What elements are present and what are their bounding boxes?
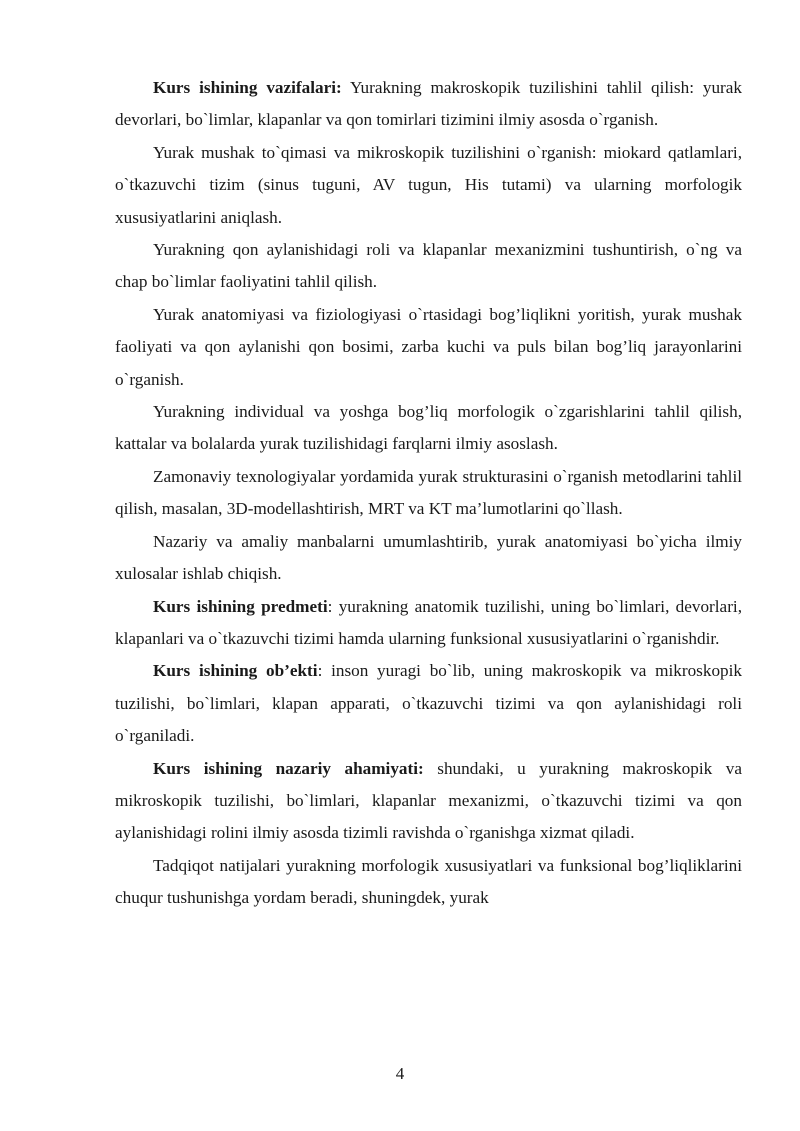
paragraph-text: : yurakning anatomik tuzilishi, uning bo`limlari, devorlari, klapanlari va o`tkazuvchi tizimi hamda ularning funksional xususiyatlarini o`rganishdir. (115, 596, 742, 648)
paragraph-subject (115, 591, 742, 656)
paragraph-tasks (115, 72, 742, 137)
paragraph-task-age-changes (115, 396, 742, 461)
paragraph-task-conclusions (115, 526, 742, 591)
paragraph-research-results (115, 850, 742, 915)
paragraph-text: Tadqiqot natijalari yurakning morfologik xususiyatlari va funksional bog’liqliklarini chuqur tushunishga yordam beradi, shuningdek, yurak (115, 855, 742, 908)
paragraph-text: Nazariy va amaliy manbalarni umumlashtirib, yurak anatomiyasi bo`yicha ilmiy xulosalar ishlab chiqish. (115, 531, 742, 584)
paragraph-lead: Kurs ishining predmeti (153, 596, 328, 616)
paragraph-text: Yurakning makroskopik tuzilishini tahlil qilish: yurak devorlari, bo`limlar, klapanlar va qon tomirlari tizimini ilmiy asosda o`rganish. (115, 78, 742, 130)
paragraph-task-physiology (115, 299, 742, 396)
paragraph-theoretical-significance (115, 753, 742, 850)
paragraph-lead: Kurs ishining vazifalari: (153, 78, 342, 97)
paragraph-text: Zamonaviy texnologiyalar yordamida yurak strukturasini o`rganish metodlarini tahlil qilish, masalan, 3D-modellashtirish, MRT va KT ma’lumotlarini qo`llash. (115, 466, 742, 519)
paragraph-task-microscopic (115, 137, 742, 234)
paragraph-text: Yurak anatomiyasi va fiziologiyasi o`rtasidagi bog’liqlikni yoritish, yurak mushak faoliyati va qon aylanishi qon bosimi, zarba kuchi va puls bilan bog’liq jarayonlarini o`rganish. (115, 304, 742, 389)
page-number: 4 (395, 1064, 405, 1083)
paragraph-task-circulation (115, 234, 742, 299)
paragraph-lead: Kurs ishining ob’ekti (153, 661, 318, 681)
paragraph-text: Yurak mushak to`qimasi va mikroskopik tuzilishini o`rganish: miokard qatlamlari, o`tkazuvchi tizim (sinus tuguni, AV tugun, His tutami) va ularning morfologik xususiyatlarini aniqlash. (115, 142, 742, 227)
paragraph-text: Yurakning individual va yoshga bog’liq morfologik o`zgarishlarini tahlil qilish, kattalar va bolalarda yurak tuzilishidagi farqlarni ilmiy asoslash. (115, 402, 742, 454)
paragraph-object (115, 655, 742, 752)
paragraph-text: : inson yuragi bo`lib, uning makroskopik va mikroskopik tuzilishi, bo`limlari, klapan apparati, o`tkazuvchi tizimi va qon aylanishidagi roli o`rganiladi. (115, 661, 742, 746)
document-page (115, 72, 742, 915)
paragraph-text: Yurakning qon aylanishidagi roli va klapanlar mexanizmini tushuntirish, o`ng va chap bo`limlar faoliyatini tahlil qilish. (115, 240, 742, 292)
paragraph-lead: Kurs ishining nazariy ahamiyati: (153, 758, 424, 778)
paragraph-text: shundaki, u yurakning makroskopik va mikroskopik tuzilishi, bo`limlari, klapanlar mexanizmi, o`tkazuvchi tizimi va qon aylanishidagi rolini ilmiy asosda tizimli ravishda o`rganishga xizmat qiladi. (115, 758, 742, 843)
paragraph-task-technologies (115, 461, 742, 526)
